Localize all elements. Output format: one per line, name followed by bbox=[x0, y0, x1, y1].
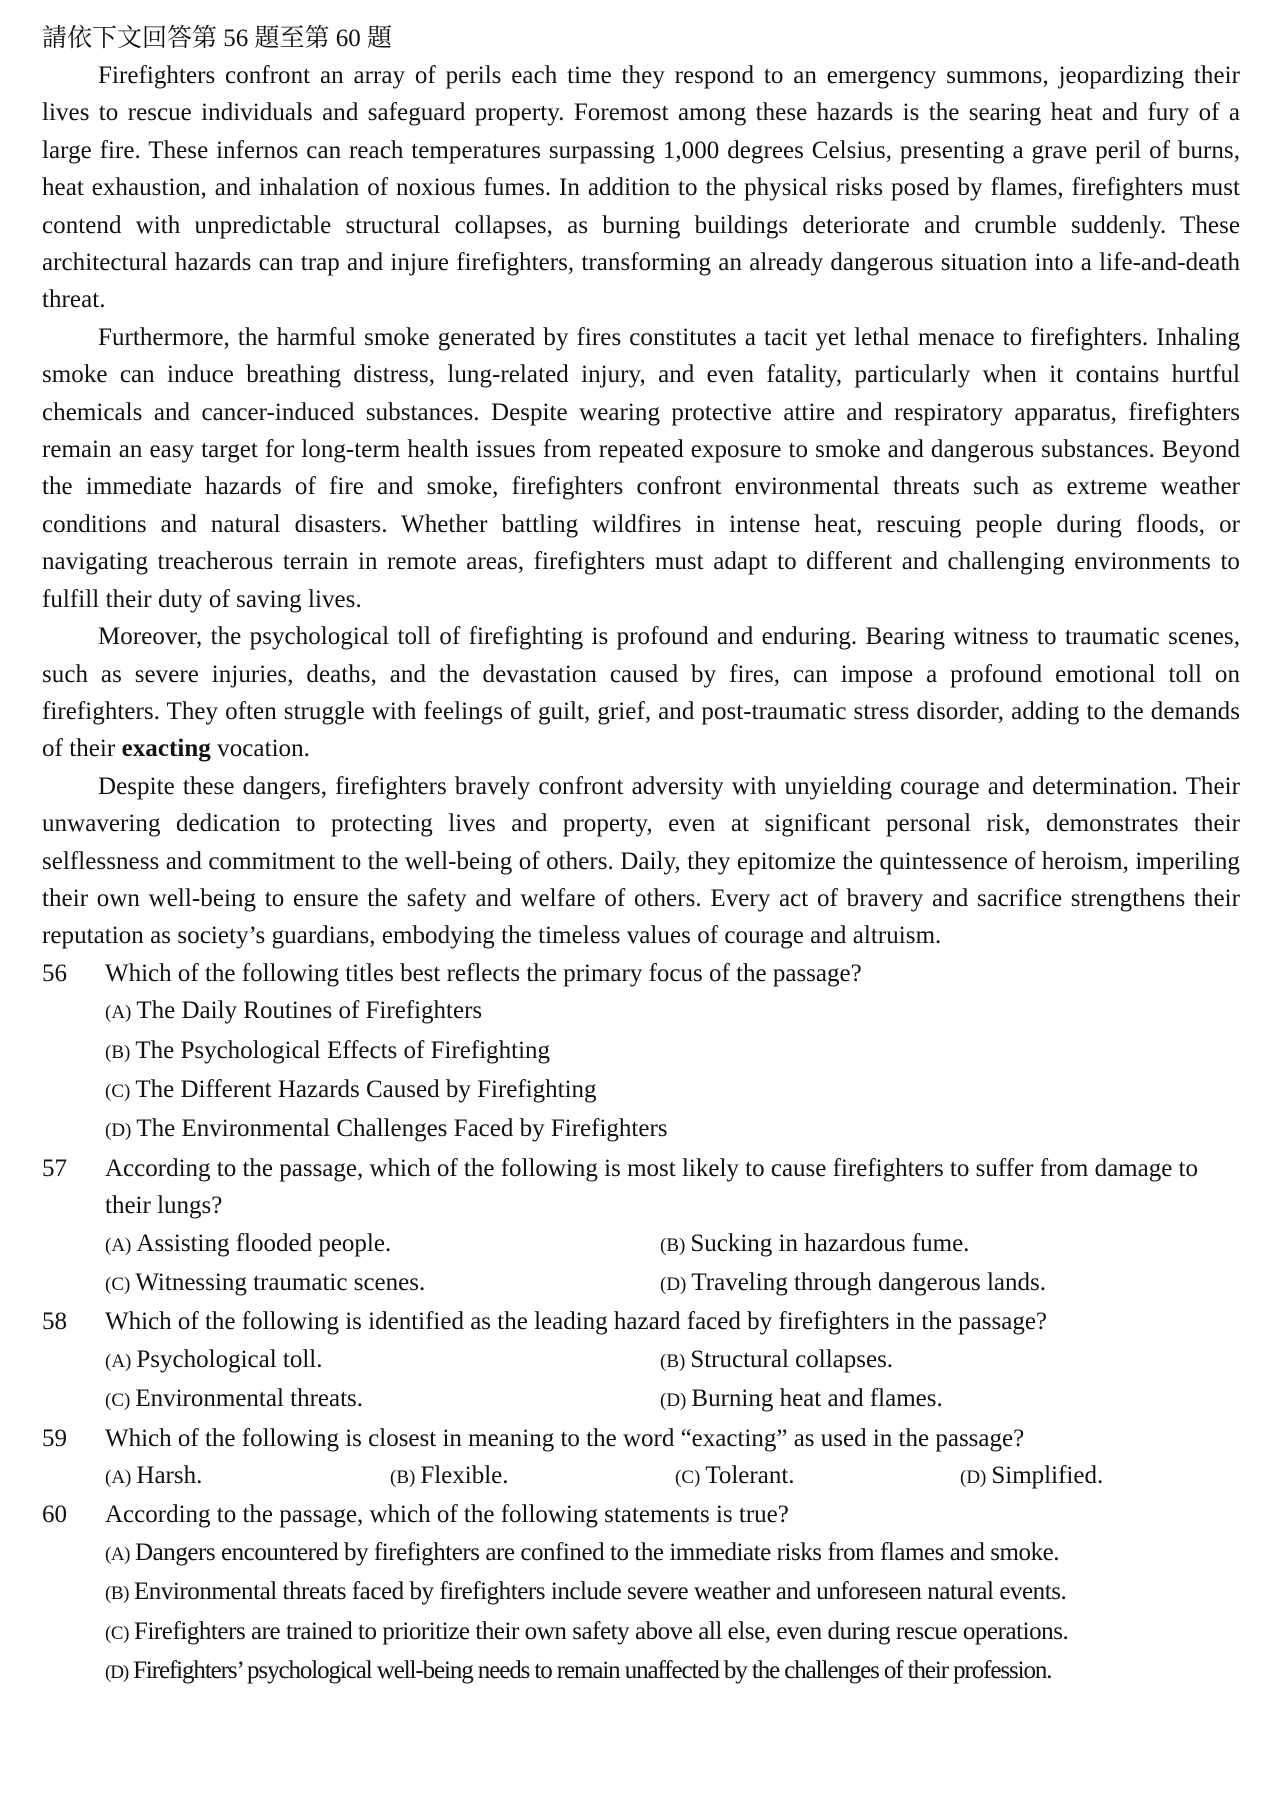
section-instruction: 請依下文回答第 56 題至第 60 題 bbox=[42, 25, 393, 52]
option-c[interactable] bbox=[105, 1613, 1240, 1652]
question-58 bbox=[42, 1303, 1240, 1419]
option-marker: (B) bbox=[390, 1467, 416, 1489]
option-text: Flexible. bbox=[420, 1462, 509, 1490]
question-stem: According to the passage, which of the following is most likely to cause firefighters to suffer from damage to their lungs? bbox=[105, 1154, 1199, 1220]
answer-options bbox=[105, 1457, 1240, 1496]
option-a[interactable] bbox=[105, 1534, 1240, 1573]
answer-options bbox=[105, 1341, 1240, 1420]
option-b[interactable] bbox=[660, 1341, 1215, 1380]
option-b[interactable] bbox=[660, 1225, 1215, 1264]
option-text: Harsh. bbox=[136, 1462, 203, 1490]
option-text: Structural collapses. bbox=[690, 1345, 894, 1373]
option-text: Firefighters’ psychological well-being needs to remain unaffected by the challenges of their profession. bbox=[133, 1657, 1052, 1685]
option-c[interactable] bbox=[105, 1264, 660, 1303]
option-marker: (B) bbox=[660, 1234, 686, 1256]
question-number: 56 bbox=[42, 959, 67, 987]
option-d[interactable] bbox=[660, 1264, 1215, 1303]
question-stem: Which of the following is identified as the leading hazard faced by firefighters in the passage? bbox=[105, 1308, 1048, 1336]
question-number: 57 bbox=[42, 1154, 67, 1182]
passage-paragraph-4: Despite these dangers, firefighters bravely confront adversity with unyielding courage and determination. Their unwavering dedication to protecting lives and property, even at significant personal risk, demonstrates their selflessness and commitment to the well-being of others. Daily, they epitomize the quintessence of heroism, imperiling their own well-being to ensure the safety and welfare of others. Every act of bravery and sacrifice strengthens their reputation as society’s guardians, embodying the timeless values of courage and altruism. bbox=[42, 772, 1240, 950]
question-stem: According to the passage, which of the following statements is true? bbox=[105, 1501, 789, 1529]
option-text: Firefighters are trained to prioritize their own safety above all else, even during rescue operations. bbox=[133, 1617, 1069, 1645]
question-57 bbox=[42, 1150, 1240, 1304]
option-text: The Daily Routines of Firefighters bbox=[136, 997, 483, 1025]
option-marker: (B) bbox=[105, 1583, 129, 1605]
question-number: 58 bbox=[42, 1308, 67, 1336]
option-marker: (C) bbox=[105, 1080, 131, 1102]
option-marker: (A) bbox=[105, 1002, 132, 1024]
option-text: Burning heat and flames. bbox=[691, 1385, 943, 1413]
question-number: 60 bbox=[42, 1501, 67, 1529]
option-text: Witnessing traumatic scenes. bbox=[135, 1269, 426, 1296]
passage-paragraph-1: Firefighters confront an array of perils each time they respond to an emergency summons, jeopardizing their lives to rescue individuals and safeguard property. Foremost among these hazards is the searing heat and fury of a large fire. These infernos can reach temperatures surpassing 1,000 degrees Celsius, presenting a grave peril of burns, heat exhaustion, and inhalation of noxious fumes. In addition to the physical risks posed by flames, firefighters must contend with unpredictable structural collapses, as burning buildings deteriorate and crumble suddenly. These architectural hazards can trap and injure firefighters, transforming an already dangerous situation into a life-and-death threat. bbox=[42, 62, 1240, 314]
option-c[interactable] bbox=[105, 1071, 1240, 1110]
paragraph-3-text-end: vocation. bbox=[210, 735, 310, 763]
option-marker: (C) bbox=[675, 1467, 701, 1489]
question-56 bbox=[42, 955, 1240, 1150]
reading-section bbox=[42, 20, 1240, 1691]
option-text: The Psychological Effects of Firefighting bbox=[135, 1036, 551, 1064]
option-a[interactable] bbox=[105, 992, 1240, 1031]
option-text: Environmental threats. bbox=[135, 1385, 364, 1413]
option-text: The Environmental Challenges Faced by Firefighters bbox=[136, 1115, 668, 1143]
question-60 bbox=[42, 1496, 1240, 1691]
answer-options bbox=[105, 1225, 1240, 1304]
option-text: Environmental threats faced by firefighters include severe weather and unforeseen natural events. bbox=[133, 1578, 1067, 1606]
question-number: 59 bbox=[42, 1424, 67, 1452]
passage-paragraph-2: Furthermore, the harmful smoke generated by fires constitutes a tacit yet lethal menace to firefighters. Inhaling smoke can induce breathing distress, lung-related injury, and even fatality, particularly when it contains hurtful chemicals and cancer-induced substances. Despite wearing protective attire and respiratory apparatus, firefighters remain an easy target for long-term health issues from repeated exposure to smoke and dangerous substances. Beyond the immediate hazards of fire and smoke, firefighters confront environmental threats such as extreme weather conditions and natural disasters. Whether battling wildfires in intense heat, rescuing people during floods, or navigating treacherous terrain in remote areas, firefighters must adapt to different and challenging environments to fulfill their duty of saving lives. bbox=[42, 323, 1240, 613]
option-marker: (A) bbox=[105, 1350, 132, 1372]
option-marker: (A) bbox=[105, 1467, 132, 1489]
option-c[interactable] bbox=[675, 1457, 960, 1496]
option-marker: (D) bbox=[105, 1662, 129, 1684]
option-d[interactable] bbox=[660, 1380, 1215, 1419]
option-marker: (B) bbox=[105, 1041, 131, 1063]
option-a[interactable] bbox=[105, 1225, 660, 1264]
paragraph-3-text-start: Moreover, the psychological toll of firefighting is profound and enduring. Bearing witness to traumatic scenes, such as severe injuries, deaths, and the devastation caused by fires, can impose a profound emotional toll on firefighters. They often struggle with feelings of guilt, grief, and post-traumatic stress disorder, adding to the demands of their bbox=[42, 623, 1240, 763]
highlighted-word: exacting bbox=[121, 735, 211, 763]
option-marker: (D) bbox=[960, 1467, 987, 1489]
question-stem: Which of the following is closest in meaning to the word “exacting” as used in the passage? bbox=[105, 1424, 1025, 1452]
option-marker: (C) bbox=[105, 1390, 131, 1412]
option-marker: (A) bbox=[105, 1234, 132, 1256]
option-text: Psychological toll. bbox=[136, 1345, 323, 1373]
option-marker: (D) bbox=[660, 1274, 687, 1295]
option-text: Traveling through dangerous lands. bbox=[691, 1269, 1046, 1296]
answer-options bbox=[105, 1534, 1240, 1692]
option-b[interactable] bbox=[105, 1032, 1240, 1071]
passage-paragraph-3 bbox=[42, 618, 1240, 768]
option-a[interactable] bbox=[105, 1341, 660, 1380]
option-d[interactable] bbox=[105, 1652, 1240, 1691]
option-marker: (D) bbox=[105, 1120, 132, 1142]
option-marker: (C) bbox=[105, 1274, 131, 1295]
option-marker: (B) bbox=[660, 1350, 686, 1372]
option-text: Simplified. bbox=[991, 1462, 1104, 1490]
option-text: The Different Hazards Caused by Firefighting bbox=[135, 1075, 597, 1103]
question-59 bbox=[42, 1420, 1240, 1497]
option-d[interactable] bbox=[960, 1457, 1245, 1496]
option-b[interactable] bbox=[390, 1457, 675, 1496]
option-marker: (A) bbox=[105, 1543, 131, 1565]
option-text: Assisting flooded people. bbox=[136, 1229, 392, 1257]
option-c[interactable] bbox=[105, 1380, 660, 1419]
option-text: Tolerant. bbox=[705, 1462, 795, 1490]
option-d[interactable] bbox=[105, 1110, 1240, 1149]
option-text: Dangers encountered by firefighters are confined to the immediate risks from flames and smoke. bbox=[135, 1538, 1060, 1566]
option-a[interactable] bbox=[105, 1457, 390, 1496]
question-stem: Which of the following titles best reflects the primary focus of the passage? bbox=[105, 959, 862, 987]
option-marker: (D) bbox=[660, 1390, 687, 1412]
option-text: Sucking in hazardous fume. bbox=[690, 1229, 970, 1257]
option-b[interactable] bbox=[105, 1573, 1240, 1612]
answer-options bbox=[105, 992, 1240, 1150]
option-marker: (C) bbox=[105, 1622, 129, 1644]
